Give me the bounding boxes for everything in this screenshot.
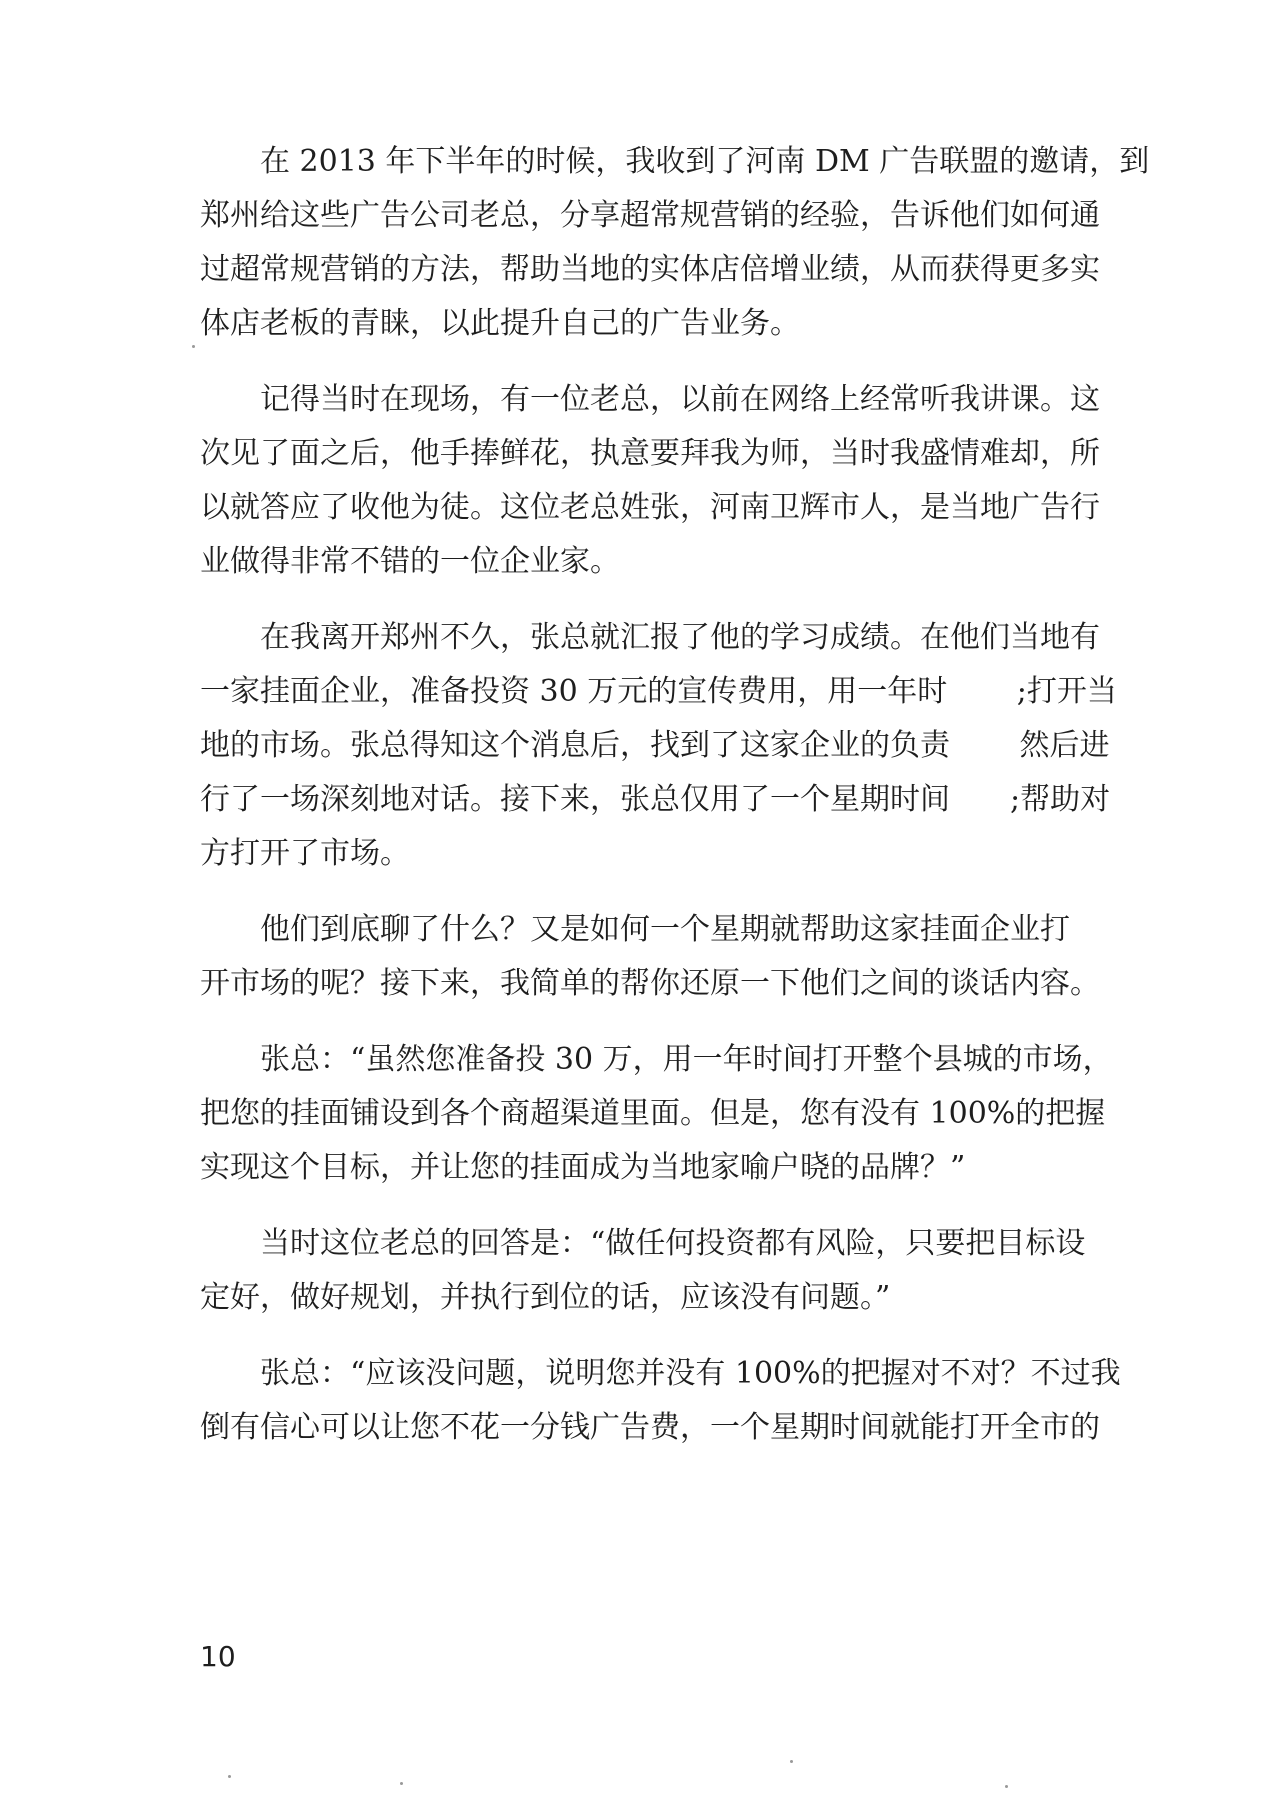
- text-line: 记得当时在现场，有一位老总，以前在网络上经常听我讲课。这: [260, 382, 1100, 417]
- paragraph: [200, 1347, 1121, 1455]
- paragraph: [200, 1217, 1100, 1325]
- paragraph: [200, 611, 1117, 881]
- text-line: 次见了面之后，他手捧鲜花，执意要拜我为师，当时我盛情难却，所: [200, 436, 1100, 471]
- text-line: 地的市场。张总得知这个消息后，找到了这家企业的负责 然后进: [200, 728, 1110, 763]
- text-line: 业做得非常不错的一位企业家。: [200, 544, 620, 579]
- text-line: 体店老板的青睐，以此提升自己的广告业务。: [200, 306, 800, 341]
- text-line: 实现这个目标，并让您的挂面成为当地家喻户晓的品牌？”: [200, 1150, 966, 1185]
- text-line: 把您的挂面铺设到各个商超渠道里面。但是，您有没有 100%的把握: [200, 1096, 1106, 1131]
- scan-speck: [400, 1782, 403, 1785]
- text-line: 张总：“应该没问题，说明您并没有 100%的把握对不对？不过我: [260, 1356, 1121, 1391]
- page-number: 10: [200, 1640, 236, 1673]
- text-line: 张总：“虽然您准备投 30 万，用一年时间打开整个县城的市场，: [260, 1042, 1113, 1077]
- text-line: 一家挂面企业，准备投资 30 万元的宣传费用，用一年时 ;打开当: [200, 674, 1117, 709]
- text-line: 过超常规营销的方法，帮助当地的实体店倍增业绩，从而获得更多实: [200, 252, 1100, 287]
- text-line: 郑州给这些广告公司老总，分享超常规营销的经验，告诉他们如何通: [200, 198, 1100, 233]
- text-line: 方打开了市场。: [200, 836, 410, 871]
- text-line: 开市场的呢？接下来，我简单的帮你还原一下他们之间的谈话内容。: [200, 966, 1100, 1001]
- paragraph: [200, 373, 1100, 589]
- text-line: 定好，做好规划，并执行到位的话，应该没有问题。”: [200, 1280, 891, 1315]
- scan-speck: [192, 345, 195, 348]
- text-line: 他们到底聊了什么？又是如何一个星期就帮助这家挂面企业打: [260, 912, 1070, 947]
- scan-speck: [1005, 1785, 1008, 1788]
- scan-speck: [790, 1760, 793, 1763]
- paragraph: [200, 903, 1100, 1011]
- text-line: 倒有信心可以让您不花一分钱广告费，一个星期时间就能打开全市的: [200, 1410, 1100, 1445]
- text-line: 当时这位老总的回答是：“做任何投资都有风险，只要把目标设: [260, 1226, 1086, 1261]
- paragraph: [200, 1033, 1113, 1195]
- text-line: 以就答应了收他为徒。这位老总姓张，河南卫辉市人，是当地广告行: [200, 490, 1100, 525]
- text-line: 在我离开郑州不久，张总就汇报了他的学习成绩。在他们当地有: [260, 620, 1100, 655]
- text-line: 行了一场深刻地对话。接下来，张总仅用了一个星期时间 ;帮助对: [200, 782, 1111, 817]
- body-text: [200, 135, 1150, 1455]
- scan-speck: [228, 1775, 231, 1778]
- text-line: 在 2013 年下半年的时候，我收到了河南 DM 广告联盟的邀请，到: [260, 144, 1150, 179]
- paragraph: [200, 135, 1150, 351]
